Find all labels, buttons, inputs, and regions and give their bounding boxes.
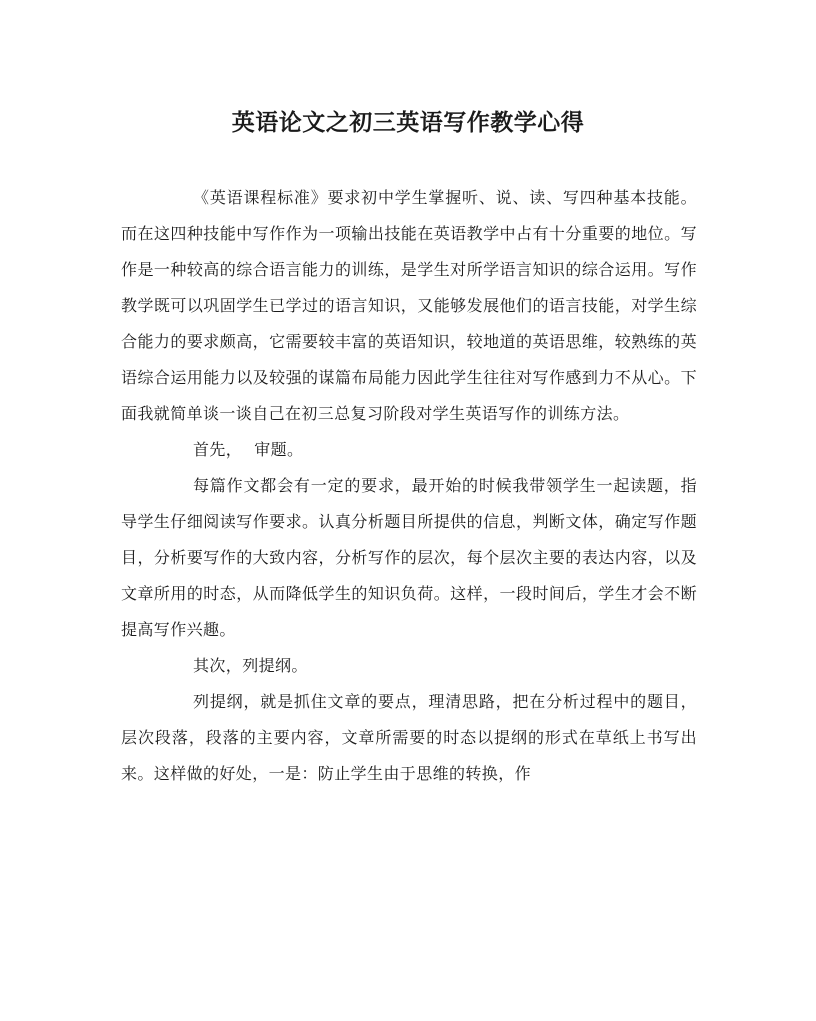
document-body [121, 180, 697, 792]
section-heading-second: 其次，列提纲。 [193, 656, 308, 675]
intro-paragraph: 《英语课程标准》要求初中学生掌握听、说、读、写四种基本技能。而在这四种技能中写作作为一项输出技能在英语教学中占有十分重要的地位。写作是一种较高的综合语言能力的训练，是学生对所学语言知识的综合运用。写作教学既可以巩固学生已学过的语言知识，又能够发展他们的语言技能，对学生综合能力的要求颇高，它需要较丰富的英语知识，较地道的英语思维，较熟练的英语综合运用能力以及较强的谋篇布局能力因此学生往往对写作感到力不从心。下面我就简单谈一谈自己在初三总复习阶段对学生英语写作的训练方法。 [121, 188, 697, 423]
document-title: 英语论文之初三英语写作教学心得 [231, 109, 585, 136]
review-question-paragraph: 每篇作文都会有一定的要求，最开始的时候我带领学生一起读题，指导学生仔细阅读写作要求。认真分析题目所提供的信息，判断文体，确定写作题目，分析要写作的大致内容，分析写作的层次，每个层次主要的表达内容，以及文章所用的时态，从而降低学生的知识负荷。这样，一段时间后，学生才会不断提高写作兴趣。 [121, 476, 697, 639]
section-heading-first [121, 432, 697, 468]
outline-paragraph: 列提纲，就是抓住文章的要点，理清思路，把在分析过程中的题目，层次段落，段落的主要内容，文章所需要的时态以提纲的形式在草纸上书写出来。这样做的好处，一是：防止学生由于思维的转换，作 [121, 692, 697, 783]
section-heading-first-label: 首先， [193, 440, 243, 459]
section-heading-first-topic: 审题。 [254, 440, 304, 459]
